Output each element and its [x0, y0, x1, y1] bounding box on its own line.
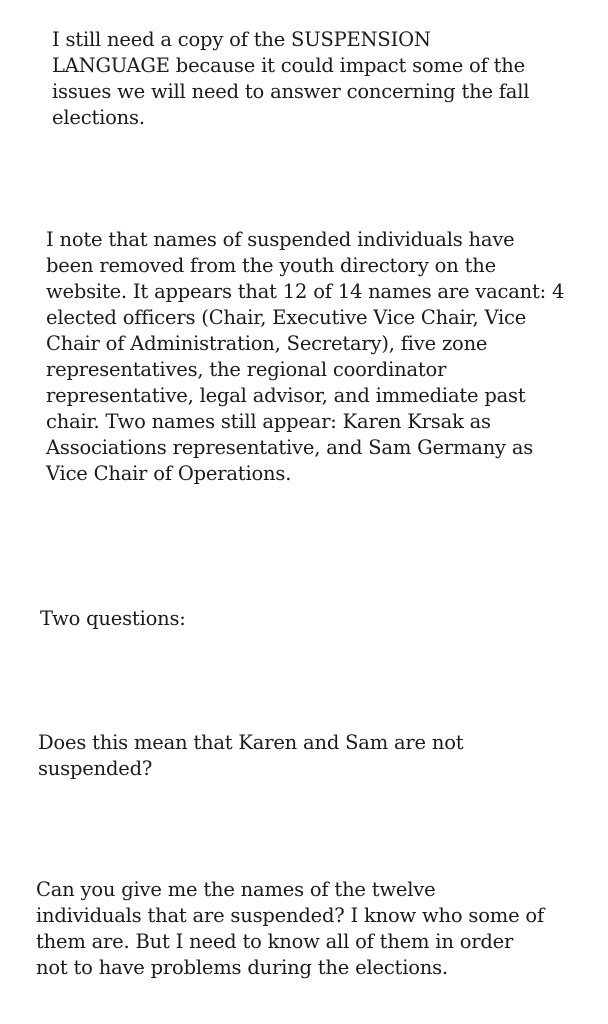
text-line: website. It appears that 12 of 14 names are vacant: 4 [46, 280, 565, 303]
text-line: Two questions: [40, 607, 186, 630]
text-line: chair. Two names still appear: Karen Krsak as [46, 410, 491, 433]
text-line: them are. But I need to know all of them in order [36, 930, 514, 953]
text-line: been removed from the youth directory on the [46, 254, 496, 277]
text-line: individuals that are suspended? I know who some of [36, 904, 544, 927]
text-line: not to have problems during the elections. [36, 956, 448, 979]
text-line: Associations representative, and Sam Germany as [46, 436, 534, 459]
paragraph-question-one [38, 730, 463, 782]
text-line: elections. [52, 106, 145, 129]
text-line: Does this mean that Karen and Sam are not [38, 731, 464, 754]
text-line: issues we will need to answer concerning the fall [52, 80, 530, 103]
text-line: Vice Chair of Operations. [46, 462, 292, 485]
text-line: representatives, the regional coordinator [46, 358, 447, 381]
paragraph-directory-note [46, 227, 564, 487]
paragraph-question-two [36, 877, 544, 981]
text-line: I note that names of suspended individuals have [46, 228, 515, 251]
text-line: elected officers (Chair, Executive Vice Chair, Vice [46, 306, 527, 329]
text-line: Can you give me the names of the twelve [36, 878, 436, 901]
paragraph-suspension-language [52, 27, 529, 131]
paragraph-two-questions [40, 606, 186, 632]
text-line: suspended? [38, 757, 153, 780]
text-line: representative, legal advisor, and immediate past [46, 384, 526, 407]
text-line: LANGUAGE because it could impact some of the [52, 54, 525, 77]
text-line: Chair of Administration, Secretary), five zone [46, 332, 488, 355]
text-line: I still need a copy of the SUSPENSION [52, 28, 431, 51]
